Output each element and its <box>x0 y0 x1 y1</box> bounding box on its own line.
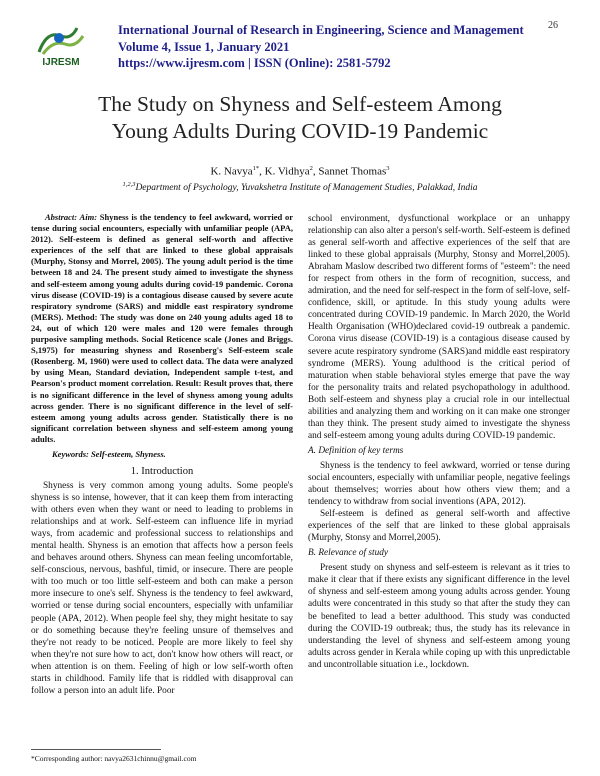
abstract-lead: Abstract: Aim: <box>45 212 98 222</box>
title-line-1: The Study on Shyness and Self-esteem Among <box>98 92 502 116</box>
affiliation <box>0 181 600 193</box>
journal-site: https://www.ijresm.com | ISSN (Online): 2581-5792 <box>118 56 391 70</box>
page-number: 26 <box>548 20 558 31</box>
paper-title <box>0 91 600 145</box>
affil-sup: 1,2,3 <box>122 181 136 188</box>
footnote-divider <box>31 749 161 750</box>
author-3-sup: 3 <box>386 165 390 172</box>
subsection-b-heading: B. Relevance of study <box>308 548 389 559</box>
journal-header <box>0 0 600 72</box>
author-2: K. Vidhya <box>264 165 310 178</box>
intro-paragraph: Shyness is very common among young adults. Some people's shyness is so intense, however, that it can keep them from interacting with others even when they want or need to leading to problems in relationships and at work. Self-esteem can influence life in myriad ways, from academic and professional success to relationships and mental health. Shyness is an emotion that affects how a person feels and behaves around others. Shyness can mean feeling uncomfortable, self-conscious, nervous, bashful, timid, or insecure. There are people with too much or too little self-esteem and both can make a person more insecure to one's self. Shyness is the tendency to feel awkward, worried or tense during social encounters, especially with unfamiliar people (APA, 2012). When people feel shy, they might hesitate to say or do something because they're feeling unsure of themselves and they're not ready to be noticed. People are more likely to feel shy when they're not sure how to act, don't know how others will react, or when attention is on them. Feeling of high or low self-worth often starts in childhood. Family life that is riddled with disapproval can follow a person into an adult life. Poor <box>31 481 293 696</box>
abstract-text: Shyness is the tendency to feel awkward, worried or tense during social encounters, especially with unfamiliar people (APA, 2012). Self-esteem is defined as general self-worth and affective experiences of the self that are linked to these global appraisals (Murphy, Stonsy and Morrel, 2005). The young adult period is the time between 18 and 24. The present study aimed to investigate the shyness and self-esteem among young adults during covid-19 pandemic. Corona virus disease (COVID-19) is a contagious disease caused by severe acute respiratory syndrome (SARS) and middle east respiratory syndrome (MERS). Method: The study was done on 240 young adults aged 18 to 24, out of which 120 were males and 120 were females through purposive sampling methods. Social Reticence scale (Jones and Briggs. S,1975) for measuring shyness and Rosenberg's Self-esteem scale (Rosenberg. M, 1960) were used to collect data. The data were analyzed by using Mean, Standard deviation, Independent sample t-test, and Pearson's product moment correlation. Result: Result proves that, there is no significant difference in the level of shyness among young adults across gender. There is no significant difference in the level of self-esteem among young adults across gender. Statistically there is no significant correlation between shyness and self-esteem among young adults. <box>31 212 294 444</box>
author-1-sup: 1* <box>252 165 260 172</box>
author-1: K. Navya <box>210 165 253 178</box>
right-column <box>308 213 570 671</box>
keywords <box>52 448 292 460</box>
footnote: *Corresponding author: navya2631chinnu@gmail.com <box>31 754 197 763</box>
right-paragraph-1: school environment, dysfunctional workplace or an unhappy relationship can also alter a person's self-worth. Self-esteem is defined as general self-worth and affective experiences of the self that are linked to these global appraisals (Murphy, Stonsy and Morrel,2005). Abraham Maslow described two different forms of "esteem": the need for respect from others in the form of recognition, success, and admiration, and the need for self-respect in the form of self-love, self-confidence, skill, or aptitude. In this study young adults were concentrated during COVID-19 pandemic. In March 2020, the World Health Organisation (WHO)declared covid-19 outbreak a pandemic. Corona virus disease (COVID-19) is a contagious disease caused by severe acute respiratory syndrome (SARS)and middle east respiratory syndrome (MERS). Young adulthood is the critical period of maturation when stable behavioral styles emerge that pave the way for the personality traits and related psychopathology in adulthood. Both self-esteem and shyness play a crucial role in our intellectual abilities and analyzing them and working on it can make one stronger than they think. The present study aimed to investigate the shyness and self-esteem among young adults during COVID-19 pandemic. <box>308 214 570 441</box>
intro-body <box>31 480 293 697</box>
keywords-text: Keywords: Self-esteem, Shyness. <box>52 449 166 459</box>
svg-text:IJRESM: IJRESM <box>42 57 80 68</box>
journal-name: International Journal of Research in Engineering, Science and Management <box>118 23 524 37</box>
author-list: K. Navya$^{1*}$, K. Vidhya$^2$, Sannet Thomas$^3$ <box>210 165 390 178</box>
journal-info <box>118 22 524 72</box>
author-3: Sannet Thomas <box>318 165 387 178</box>
relevance-paragraph: Present study on shyness and self-esteem is relevant as it tries to make it clear that if there exists any significant difference in the level of shyness and self-esteem among young adults across gender. Young adults were concentrated in this study so that after the study they can be benefited to lead a better adulthood. This study was conducted during the COVID-19 outbreak; thus, the study has its relevance in understanding the level of shyness and self-esteem among young adults across gender in Kerala while coping up with this unpredictable and uncontrollable situation i.e., lockdown. <box>308 563 570 670</box>
subsection-a-heading: A. Definition of key terms <box>308 445 404 456</box>
title-line-2: Young Adults During COVID-19 Pandemic <box>111 119 489 143</box>
definition-shyness: Shyness is the tendency to feel awkward, worried or tense during social encounters, especially with unfamiliar people, negative feelings about themselves; worries about how others view them; and a tendency to withdraw from social inventions (APA, 2012). <box>308 460 570 508</box>
definition-self-esteem: Self-esteem is defined as general self-worth and affective experiences of the self that are linked to these global appraisals (Murphy, Stonsy and Morrel,2005). <box>308 509 570 544</box>
journal-volume: Volume 4, Issue 1, January 2021 <box>118 39 290 54</box>
affil-text: Department of Psychology, Yuvakshetra Institute of Management Studies, Palakkad, India <box>135 183 478 194</box>
journal-logo <box>33 22 89 68</box>
intro-heading: 1. Introduction <box>130 466 194 477</box>
author-2-sup: 2 <box>309 165 313 172</box>
abstract <box>31 212 293 445</box>
